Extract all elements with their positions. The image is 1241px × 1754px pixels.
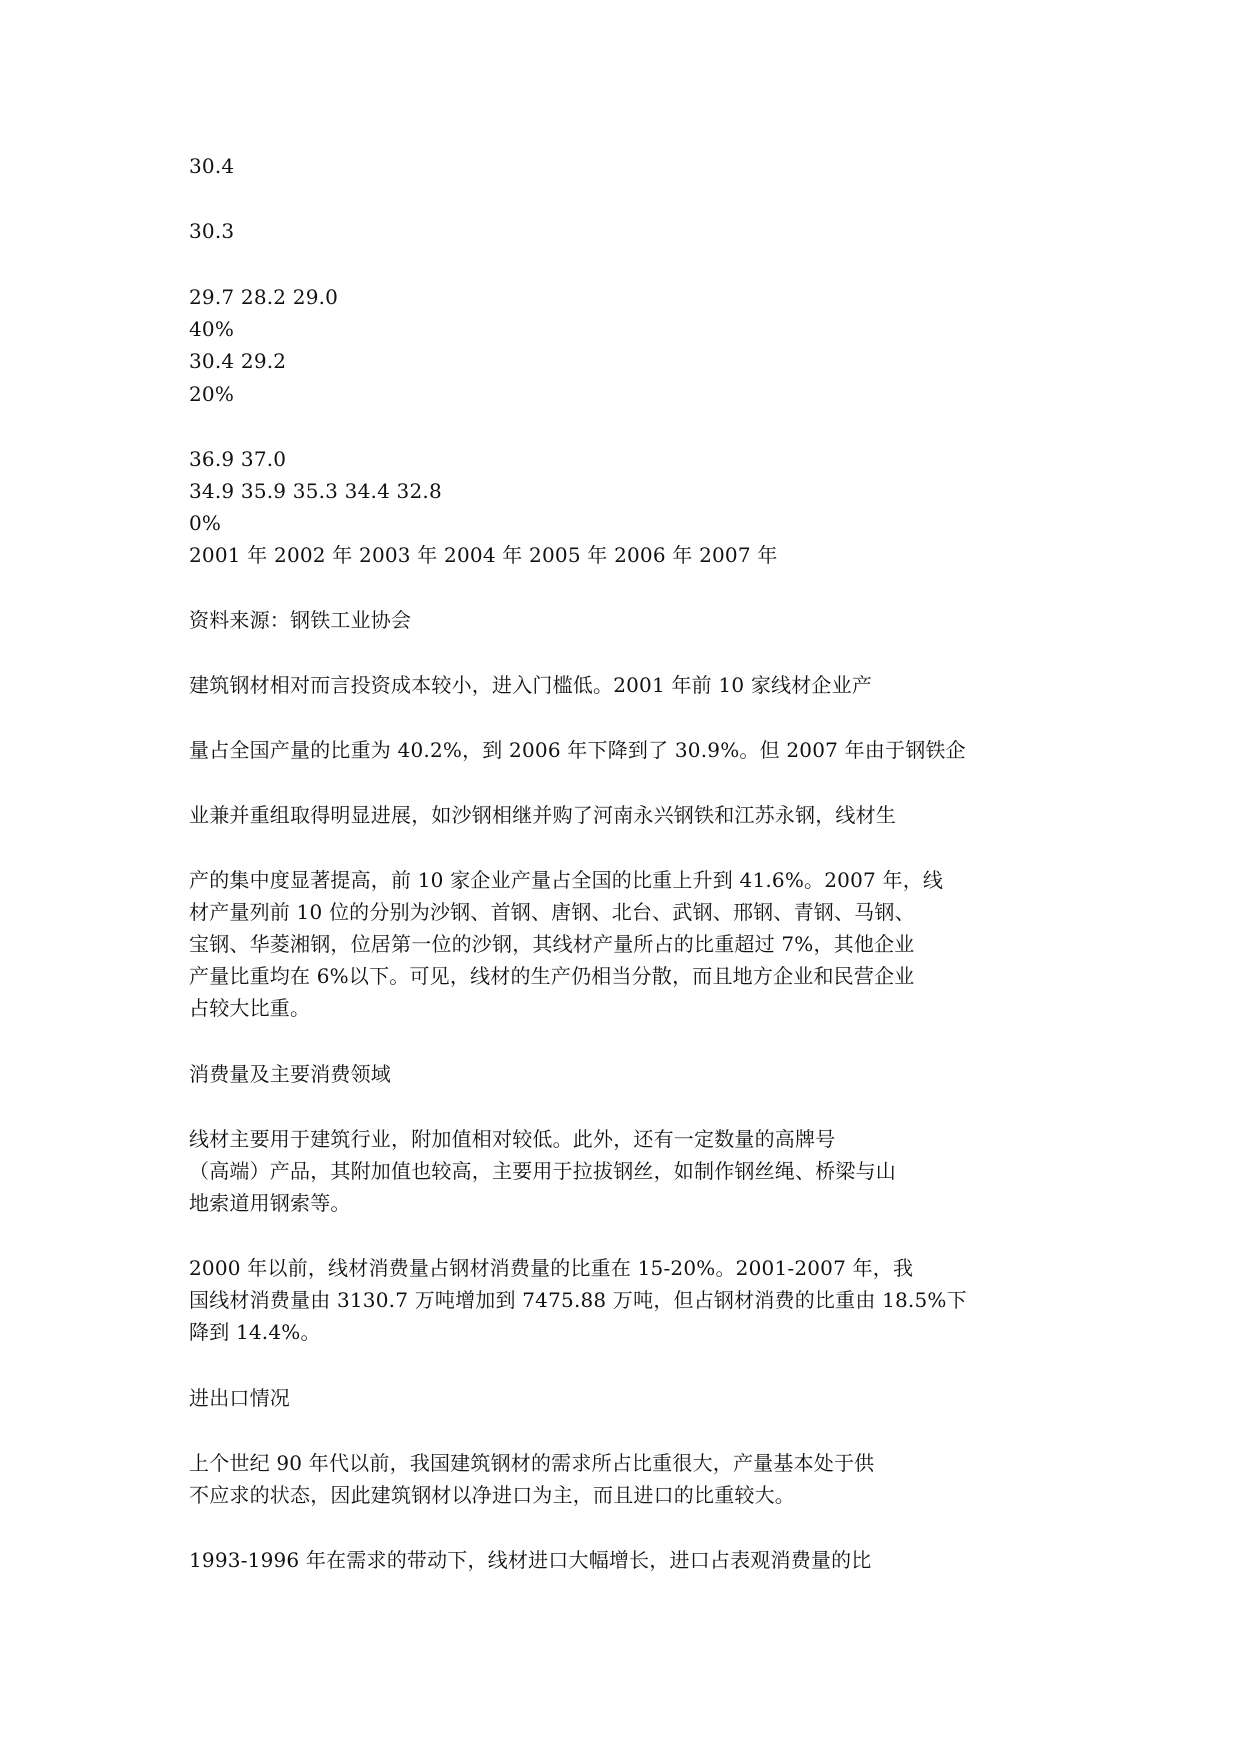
chart-value-line: 30.4 29.2 [189,349,287,373]
paragraph-line: 线材主要用于建筑行业，附加值相对较低。此外，还有一定数量的高牌号 [189,1127,836,1151]
chart-value-line: 30.4 [189,154,235,178]
chart-year-labels: 2001 年 2002 年 2003 年 2004 年 2005 年 2006 年 2007 年 [189,543,778,567]
paragraph-line: 宝钢、华菱湘钢，位居第一位的沙钢，其线材产量所占的比重超过 7%，其他企业 [189,932,915,956]
paragraph-line: 产量比重均在 6%以下。可见，线材的生产仍相当分散，而且地方企业和民营企业 [189,964,915,988]
chart-axis-label: 40% [189,317,235,341]
paragraph-line: 降到 14.4%。 [189,1320,321,1344]
paragraph-line: 不应求的状态，因此建筑钢材以净进口为主，而且进口的比重较大。 [189,1483,795,1507]
chart-value-line: 29.7 28.2 29.0 [189,285,339,309]
section-heading: 进出口情况 [189,1386,290,1410]
paragraph-line: 产的集中度显著提高，前 10 家企业产量占全国的比重上升到 41.6%。2007 年，线 [189,868,944,892]
paragraph-line: 地索道用钢索等。 [189,1191,351,1215]
chart-axis-label: 0% [189,511,222,535]
chart-axis-label: 20% [189,382,235,406]
paragraph-line: （高端）产品，其附加值也较高，主要用于拉拔钢丝，如制作钢丝绳、桥梁与山 [189,1159,896,1183]
chart-value-line: 34.9 35.9 35.3 34.4 32.8 [189,479,442,503]
chart-value-line: 36.9 37.0 [189,447,287,471]
paragraph-line: 1993-1996 年在需求的带动下，线材进口大幅增长，进口占表观消费量的比 [189,1548,872,1572]
paragraph-line: 上个世纪 90 年代以前，我国建筑钢材的需求所占比重很大，产量基本处于供 [189,1451,875,1475]
paragraph-line: 量占全国产量的比重为 40.2%，到 2006 年下降到了 30.9%。但 2007 年由于钢铁企 [189,738,966,762]
paragraph-line: 材产量列前 10 位的分别为沙钢、首钢、唐钢、北台、武钢、邢钢、青钢、马钢、 [189,900,915,924]
paragraph-line: 2000 年以前，线材消费量占钢材消费量的比重在 15-20%。2001-2007 年，我 [189,1256,914,1280]
section-heading: 消费量及主要消费领域 [189,1062,391,1086]
paragraph-line: 建筑钢材相对而言投资成本较小，进入门槛低。2001 年前 10 家线材企业产 [189,673,873,697]
paragraph-line: 国线材消费量由 3130.7 万吨增加到 7475.88 万吨，但占钢材消费的比重由 18.5%下 [189,1288,967,1312]
paragraph-line: 业兼并重组取得明显进展，如沙钢相继并购了河南永兴钢铁和江苏永钢，线材生 [189,803,896,827]
chart-value-line: 30.3 [189,219,235,243]
source-line: 资料来源：钢铁工业协会 [189,608,412,632]
paragraph-line: 占较大比重。 [189,996,311,1020]
